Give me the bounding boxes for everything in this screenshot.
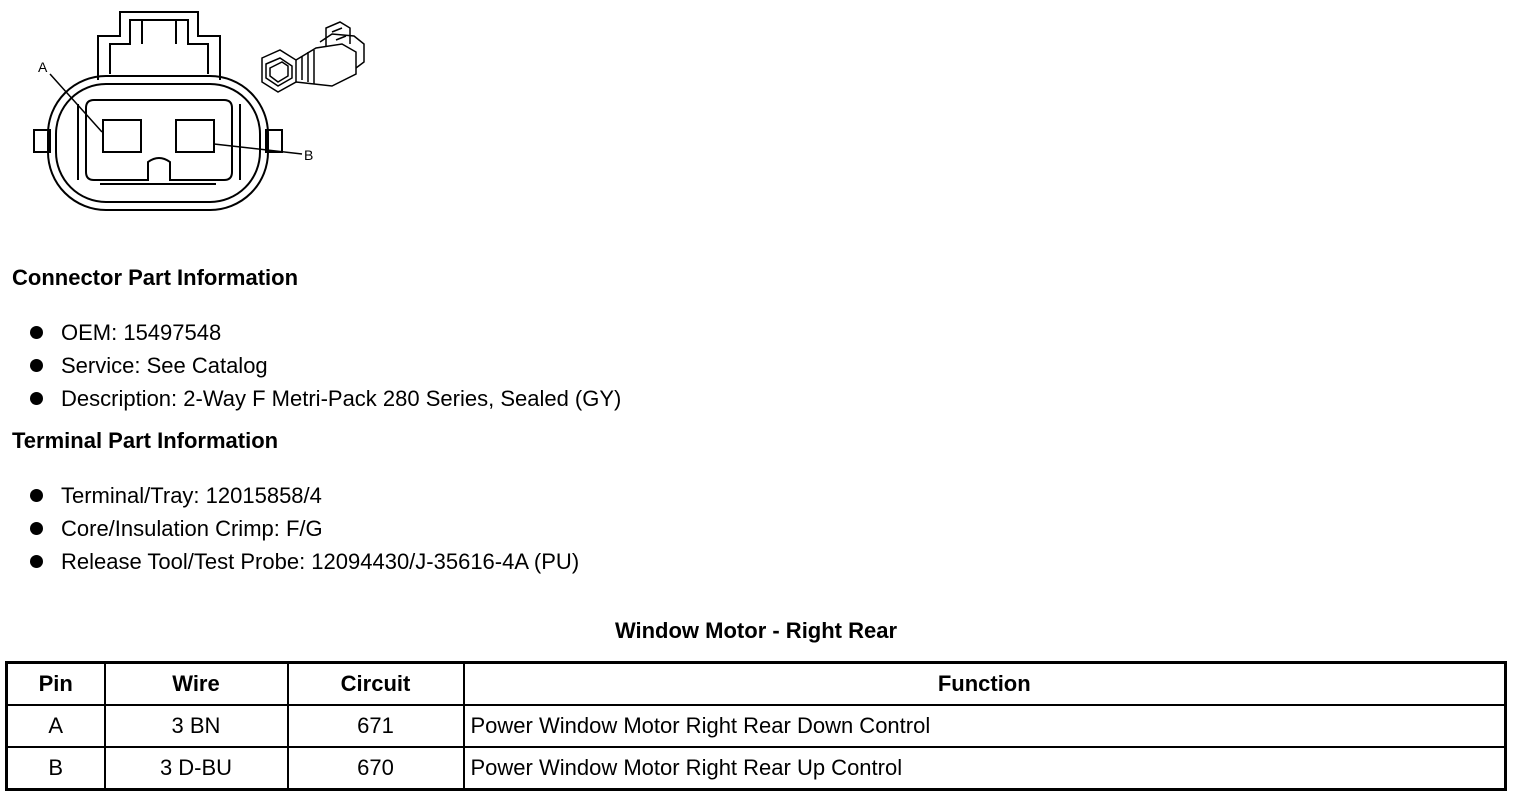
- list-item: OEM: 15497548: [30, 316, 621, 349]
- pin-cell: A: [7, 705, 105, 747]
- pin-a-label: A: [38, 59, 48, 75]
- list-item: Terminal/Tray: 12015858/4: [30, 479, 579, 512]
- table-header-row: [7, 663, 1506, 706]
- bullet-icon: [30, 326, 43, 339]
- function-cell: Power Window Motor Right Rear Up Control: [464, 747, 1506, 790]
- list-item: Service: See Catalog: [30, 349, 621, 382]
- column-header-pin: Pin: [7, 663, 105, 706]
- bullet-icon: [30, 555, 43, 568]
- table-title: Window Motor - Right Rear: [614, 618, 898, 643]
- pin-b-label: B: [304, 147, 314, 163]
- table-row: [7, 705, 1506, 747]
- pin-cell: B: [7, 747, 105, 790]
- pinout-table: [5, 661, 1507, 791]
- connector-part-info-list: [30, 316, 621, 415]
- table-row: [7, 747, 1506, 790]
- bullet-icon: [30, 522, 43, 535]
- wire-cell: 3 BN: [105, 705, 288, 747]
- connector-face-diagram: [20, 4, 380, 216]
- function-cell: Power Window Motor Right Rear Down Control: [464, 705, 1506, 747]
- list-item: Release Tool/Test Probe: 12094430/J-35616-4A (PU): [30, 545, 579, 578]
- bullet-icon: [30, 489, 43, 502]
- list-item: Description: 2-Way F Metri-Pack 280 Series, Sealed (GY): [30, 382, 621, 415]
- bullet-icon: [30, 392, 43, 405]
- circuit-cell: 671: [288, 705, 464, 747]
- column-header-circuit: Circuit: [288, 663, 464, 706]
- terminal-part-info-heading: Terminal Part Information: [12, 428, 279, 453]
- connector-thumbnail-icon: [262, 22, 364, 92]
- circuit-cell: 670: [288, 747, 464, 790]
- column-header-wire: Wire: [105, 663, 288, 706]
- connector-part-info-heading: Connector Part Information: [12, 265, 299, 290]
- list-item: Core/Insulation Crimp: F/G: [30, 512, 579, 545]
- bullet-icon: [30, 359, 43, 372]
- column-header-function: Function: [464, 663, 1506, 706]
- wire-cell: 3 D-BU: [105, 747, 288, 790]
- terminal-part-info-list: [30, 479, 579, 578]
